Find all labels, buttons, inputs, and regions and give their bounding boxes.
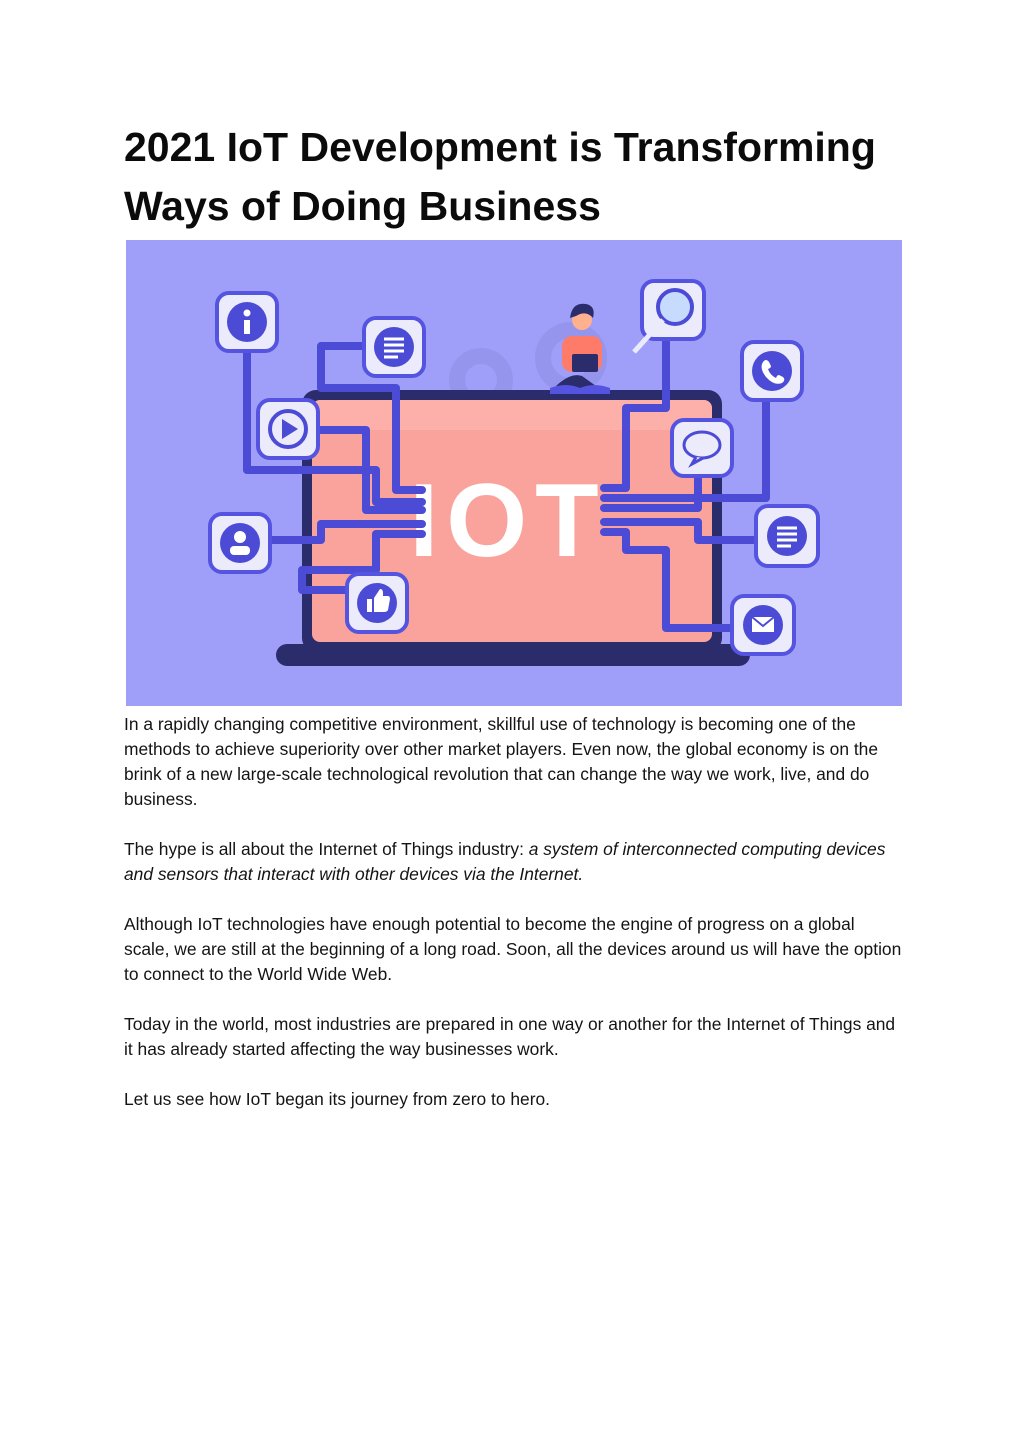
- paragraph-intro: In a rapidly changing competitive environment, skillful use of technology is becoming one of the methods to achieve superiority over other market players. Even now, the global economy is on the brink of a new large-scale technological revolution that can change the way we work, live, and do business.: [124, 714, 878, 809]
- page-title: 2021 IoT Development is Transforming Ways of Doing Business: [124, 124, 876, 229]
- chat-icon: [672, 420, 732, 476]
- hero-illustration: [126, 240, 902, 706]
- iot-screen-text: IOT: [409, 463, 607, 579]
- paragraph-potential: Although IoT technologies have enough potential to become the engine of progress on a global scale, we are still at the beginning of a long road. Soon, all the devices around us will have the option to connect to the World Wide Web.: [124, 914, 902, 984]
- mail-icon: [732, 596, 794, 654]
- article-body: [124, 712, 904, 1137]
- phone-icon: [742, 342, 802, 400]
- paragraph-journey: Let us see how IoT began its journey from zero to hero.: [124, 1089, 550, 1109]
- paragraph-definition: [124, 837, 904, 887]
- user-icon: [210, 514, 270, 572]
- document-icon: [364, 318, 424, 376]
- paragraph-industries: Today in the world, most industries are prepared in one way or another for the Internet of Things and it has already started affecting the way businesses work.: [124, 1014, 896, 1059]
- like-icon: [347, 574, 407, 632]
- definition-emphasis: a system of interconnected computing devices and sensors that interact with other devices via the Internet.: [124, 839, 886, 884]
- info-icon: [217, 293, 277, 351]
- play-icon: [258, 400, 318, 458]
- list-icon: [756, 506, 818, 566]
- definition-lead: The hype is all about the Internet of Things industry:: [124, 839, 529, 859]
